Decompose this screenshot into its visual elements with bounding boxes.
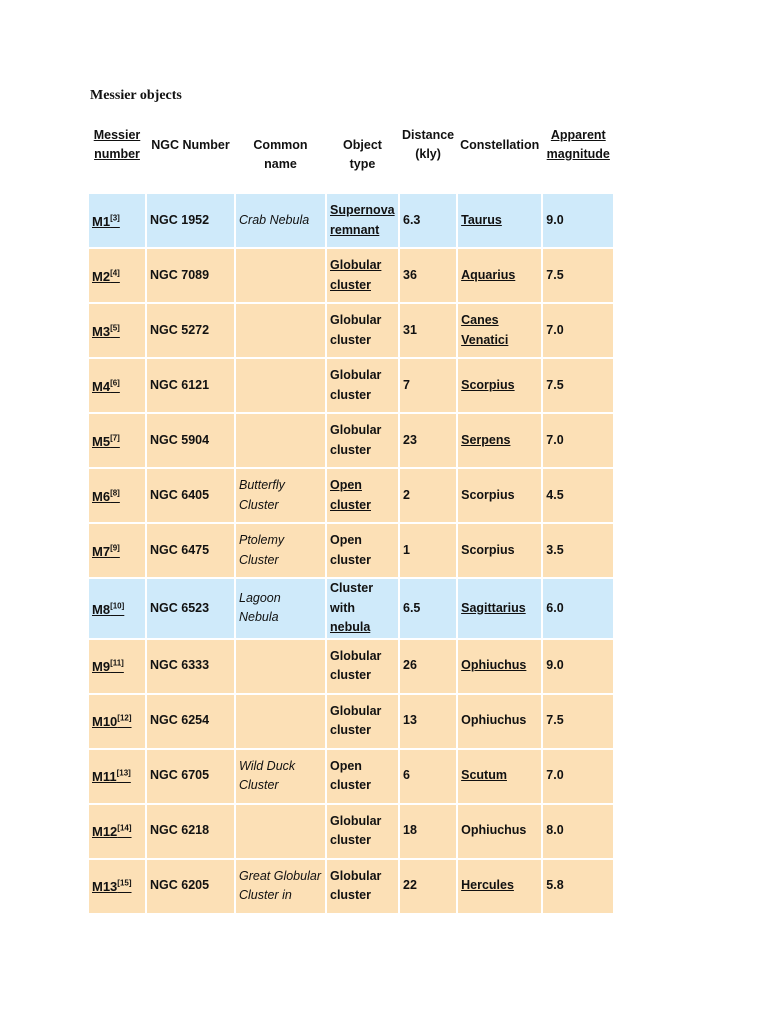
constellation[interactable]: Taurus [458, 194, 541, 249]
object-type: Globular cluster [327, 414, 398, 469]
common-name [236, 414, 325, 469]
header-row [89, 118, 613, 194]
table-row [89, 359, 613, 414]
header-ngc-number: NGC Number [147, 118, 234, 194]
messier-number-link[interactable]: M4[6] [89, 359, 145, 414]
object-type: Globular cluster [327, 304, 398, 359]
ngc-number: NGC 6121 [147, 359, 234, 414]
table-row [89, 860, 613, 915]
apparent-magnitude: 4.5 [543, 469, 613, 524]
apparent-magnitude: 7.5 [543, 359, 613, 414]
apparent-magnitude: 7.5 [543, 695, 613, 750]
header-messier-number[interactable]: Messier number [89, 118, 145, 194]
distance-value: 13 [400, 695, 456, 750]
apparent-magnitude: 3.5 [543, 524, 613, 579]
object-type: Globular cluster [327, 695, 398, 750]
apparent-magnitude: 7.0 [543, 750, 613, 805]
constellation[interactable]: Sagittarius [458, 579, 541, 640]
header-distance: Distance (kly) [400, 118, 456, 194]
table-row [89, 579, 613, 640]
header-apparent-magnitude[interactable]: Apparent magnitude [543, 118, 613, 194]
ngc-number: NGC 6705 [147, 750, 234, 805]
ngc-number: NGC 1952 [147, 194, 234, 249]
ngc-number: NGC 6333 [147, 640, 234, 695]
messier-number-link[interactable]: M6[8] [89, 469, 145, 524]
distance-value: 7 [400, 359, 456, 414]
ngc-number: NGC 6405 [147, 469, 234, 524]
distance-value: 31 [400, 304, 456, 359]
apparent-magnitude: 7.5 [543, 249, 613, 304]
messier-number-link[interactable]: M9[11] [89, 640, 145, 695]
constellation[interactable]: Aquarius [458, 249, 541, 304]
table-row [89, 524, 613, 579]
constellation[interactable]: Scutum [458, 750, 541, 805]
common-name: Wild Duck Cluster [236, 750, 325, 805]
messier-number-link[interactable]: M12[14] [89, 805, 145, 860]
ngc-number: NGC 6475 [147, 524, 234, 579]
table-row [89, 194, 613, 249]
table-row [89, 469, 613, 524]
constellation[interactable]: Canes Venatici [458, 304, 541, 359]
common-name: Ptolemy Cluster [236, 524, 325, 579]
ngc-number: NGC 5904 [147, 414, 234, 469]
ngc-number: NGC 6218 [147, 805, 234, 860]
apparent-magnitude: 8.0 [543, 805, 613, 860]
table-row [89, 695, 613, 750]
distance-value: 18 [400, 805, 456, 860]
constellation: Scorpius [458, 469, 541, 524]
distance-value: 22 [400, 860, 456, 915]
constellation[interactable]: Hercules [458, 860, 541, 915]
common-name [236, 695, 325, 750]
table-row [89, 414, 613, 469]
messier-number-link[interactable]: M2[4] [89, 249, 145, 304]
messier-number-link[interactable]: M1[3] [89, 194, 145, 249]
constellation[interactable]: Scorpius [458, 359, 541, 414]
object-type: Globular cluster [327, 359, 398, 414]
distance-value: 1 [400, 524, 456, 579]
apparent-magnitude: 7.0 [543, 304, 613, 359]
common-name: Lagoon Nebula [236, 579, 325, 640]
apparent-magnitude: 9.0 [543, 194, 613, 249]
ngc-number: NGC 5272 [147, 304, 234, 359]
object-type: Globular cluster [327, 860, 398, 915]
apparent-magnitude: 6.0 [543, 579, 613, 640]
table-row [89, 640, 613, 695]
common-name: Crab Nebula [236, 194, 325, 249]
page-title: Messier objects [90, 88, 182, 103]
common-name [236, 304, 325, 359]
distance-value: 6.3 [400, 194, 456, 249]
common-name [236, 640, 325, 695]
table-row [89, 249, 613, 304]
distance-value: 26 [400, 640, 456, 695]
messier-number-link[interactable]: M7[9] [89, 524, 145, 579]
constellation[interactable]: Serpens [458, 414, 541, 469]
header-common-name: Common name [236, 118, 325, 194]
constellation[interactable]: Ophiuchus [458, 640, 541, 695]
distance-value: 6.5 [400, 579, 456, 640]
ngc-number: NGC 7089 [147, 249, 234, 304]
common-name [236, 249, 325, 304]
table-row [89, 750, 613, 805]
ngc-number: NGC 6254 [147, 695, 234, 750]
ngc-number: NGC 6523 [147, 579, 234, 640]
messier-table [87, 118, 615, 915]
object-type: Open cluster [327, 750, 398, 805]
object-type: Open cluster [327, 524, 398, 579]
object-type: Globular cluster [327, 805, 398, 860]
distance-value: 6 [400, 750, 456, 805]
apparent-magnitude: 7.0 [543, 414, 613, 469]
messier-number-link[interactable]: M3[5] [89, 304, 145, 359]
messier-number-link[interactable]: M8[10] [89, 579, 145, 640]
apparent-magnitude: 5.8 [543, 860, 613, 915]
header-constellation: Constellation [458, 118, 541, 194]
messier-number-link[interactable]: M5[7] [89, 414, 145, 469]
table-body [89, 194, 613, 915]
messier-number-link[interactable]: M13[15] [89, 860, 145, 915]
distance-value: 2 [400, 469, 456, 524]
common-name [236, 359, 325, 414]
constellation: Ophiuchus [458, 805, 541, 860]
table-row [89, 304, 613, 359]
table-row [89, 805, 613, 860]
constellation: Ophiuchus [458, 695, 541, 750]
object-type[interactable]: Globular cluster [327, 249, 398, 304]
messier-number-link[interactable]: M10[12] [89, 695, 145, 750]
common-name: Butterfly Cluster [236, 469, 325, 524]
object-type[interactable]: Cluster with nebula [327, 579, 398, 640]
object-type[interactable]: Open cluster [327, 469, 398, 524]
constellation: Scorpius [458, 524, 541, 579]
apparent-magnitude: 9.0 [543, 640, 613, 695]
common-name [236, 805, 325, 860]
object-type[interactable]: Supernova remnant [327, 194, 398, 249]
messier-number-link[interactable]: M11[13] [89, 750, 145, 805]
distance-value: 23 [400, 414, 456, 469]
object-type: Globular cluster [327, 640, 398, 695]
ngc-number: NGC 6205 [147, 860, 234, 915]
common-name: Great Globular Cluster in [236, 860, 325, 915]
header-object-type: Object type [327, 118, 398, 194]
distance-value: 36 [400, 249, 456, 304]
